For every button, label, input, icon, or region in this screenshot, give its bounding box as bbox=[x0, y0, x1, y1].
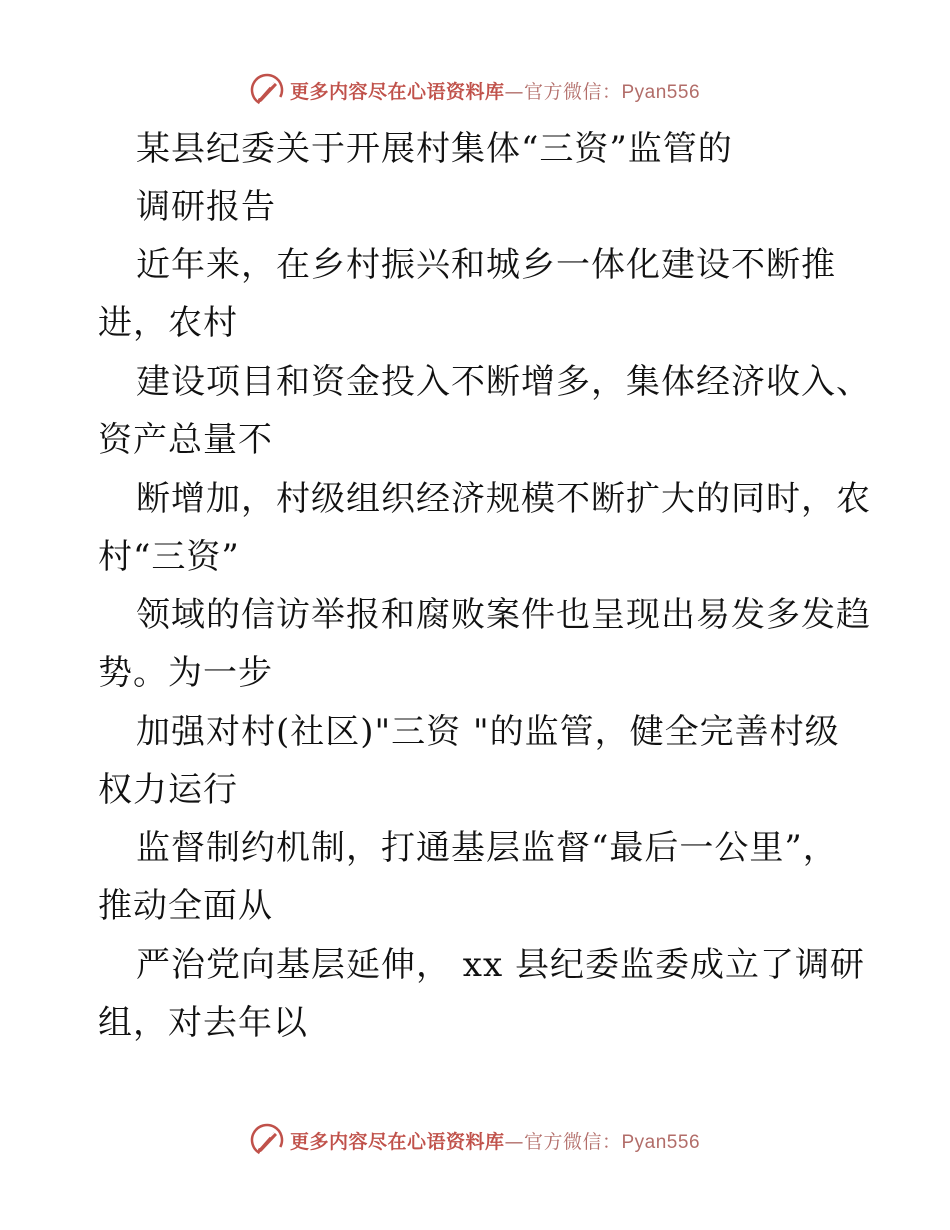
paragraph-line: 领域的信访举报和腐败案件也呈现出易发多发趋 bbox=[136, 595, 871, 635]
banner-separator: — bbox=[504, 80, 524, 103]
paragraph-line: 组，对去年以 bbox=[98, 1003, 308, 1043]
paragraph-line: 推动全面从 bbox=[98, 886, 273, 926]
paragraph-line: 近年来，在乡村振兴和城乡一体化建设不断推 bbox=[136, 245, 836, 285]
document-title-line-1: 某县纪委关于开展村集体“三资”监管的 bbox=[136, 129, 733, 169]
paragraph-line: 进，农村 bbox=[98, 303, 238, 343]
banner-text bbox=[290, 77, 700, 104]
paragraph-line: 加强对村(社区)"三资 "的监管，健全完善村级 bbox=[136, 712, 840, 752]
header-banner bbox=[0, 70, 950, 110]
banner-text bbox=[290, 1127, 700, 1154]
paragraph-line: 建设项目和资金投入不断增多，集体经济收入、 bbox=[136, 362, 871, 402]
paragraph-line: 权力运行 bbox=[98, 770, 238, 810]
paragraph-line: 村“三资” bbox=[98, 537, 240, 577]
footer-banner bbox=[0, 1120, 950, 1160]
paragraph-line: 资产总量不 bbox=[98, 420, 273, 460]
banner-wechat-id: Pyan556 bbox=[621, 81, 701, 103]
quill-logo-icon bbox=[250, 1123, 284, 1157]
banner-site-text: 更多内容尽在心语资料库 bbox=[289, 80, 505, 103]
banner-wechat-id: Pyan556 bbox=[621, 1131, 701, 1153]
banner-wechat-label: 官方微信： bbox=[523, 80, 622, 103]
paragraph-line: 断增加，村级组织经济规模不断扩大的同时，农 bbox=[136, 479, 871, 519]
paragraph-line: 监督制约机制，打通基层监督“最后一公里”， bbox=[136, 828, 838, 868]
banner-wechat-label: 官方微信： bbox=[523, 1130, 622, 1153]
banner-site-text: 更多内容尽在心语资料库 bbox=[289, 1130, 505, 1153]
quill-logo-icon bbox=[250, 73, 284, 107]
paragraph-line: 严治党向基层延伸， xx 县纪委监委成立了调研 bbox=[136, 945, 865, 985]
paragraph-line: 势。为一步 bbox=[98, 653, 273, 693]
document-title-line-2: 调研报告 bbox=[136, 187, 276, 227]
banner-separator: — bbox=[504, 1130, 524, 1153]
